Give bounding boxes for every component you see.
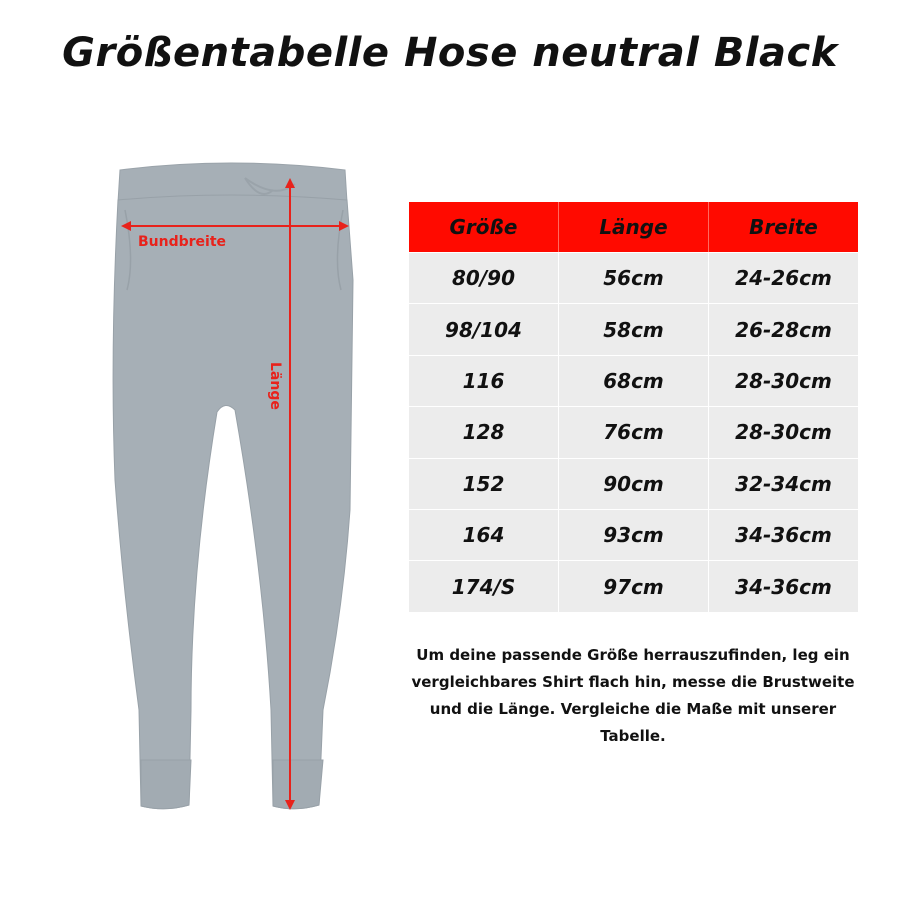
cell-width: 24-26cm (735, 266, 832, 291)
cell-size: 152 (409, 459, 559, 509)
size-table (409, 202, 858, 612)
cell-size: 164 (409, 510, 559, 560)
header-width: Breite (749, 215, 818, 239)
table-row (409, 458, 858, 509)
pants-body (113, 195, 353, 809)
table-row (409, 303, 858, 354)
cell-size: 174/S (409, 561, 559, 611)
cell-width: 28-30cm (735, 368, 832, 393)
cell-size: 116 (409, 356, 559, 406)
page-title: Größentabelle Hose neutral Black (62, 30, 838, 76)
cell-size: 98/104 (409, 304, 559, 354)
cell-size: 80/90 (409, 253, 559, 303)
cell-width: 28-30cm (735, 420, 832, 445)
cell-width: 26-28cm (735, 317, 832, 342)
header-size: Größe (409, 202, 559, 252)
cell-width: 34-36cm (735, 523, 832, 548)
table-row (409, 252, 858, 303)
cell-length: 93cm (559, 510, 709, 560)
table-row (409, 560, 858, 611)
cell-length: 58cm (559, 304, 709, 354)
table-header-row (409, 202, 858, 252)
cell-length: 90cm (559, 459, 709, 509)
cell-length: 76cm (559, 407, 709, 457)
table-row (409, 406, 858, 457)
cell-length: 56cm (559, 253, 709, 303)
pants-illustration (95, 150, 375, 830)
cell-width: 32-34cm (735, 471, 832, 496)
table-row (409, 509, 858, 560)
waist-width-label: Bundbreite (138, 234, 227, 250)
size-instructions: Um deine passende Größe herrauszufinden, leg ein vergleichbares Shirt flach hin, messe die Brustweite und die Länge. Vergleiche die Maße mit unserer Tabelle. (411, 646, 855, 745)
table-row (409, 355, 858, 406)
header-length: Länge (559, 202, 709, 252)
cell-length: 97cm (559, 561, 709, 611)
length-label: Länge (267, 362, 283, 410)
cell-length: 68cm (559, 356, 709, 406)
cell-width: 34-36cm (735, 574, 832, 599)
cell-size: 128 (409, 407, 559, 457)
